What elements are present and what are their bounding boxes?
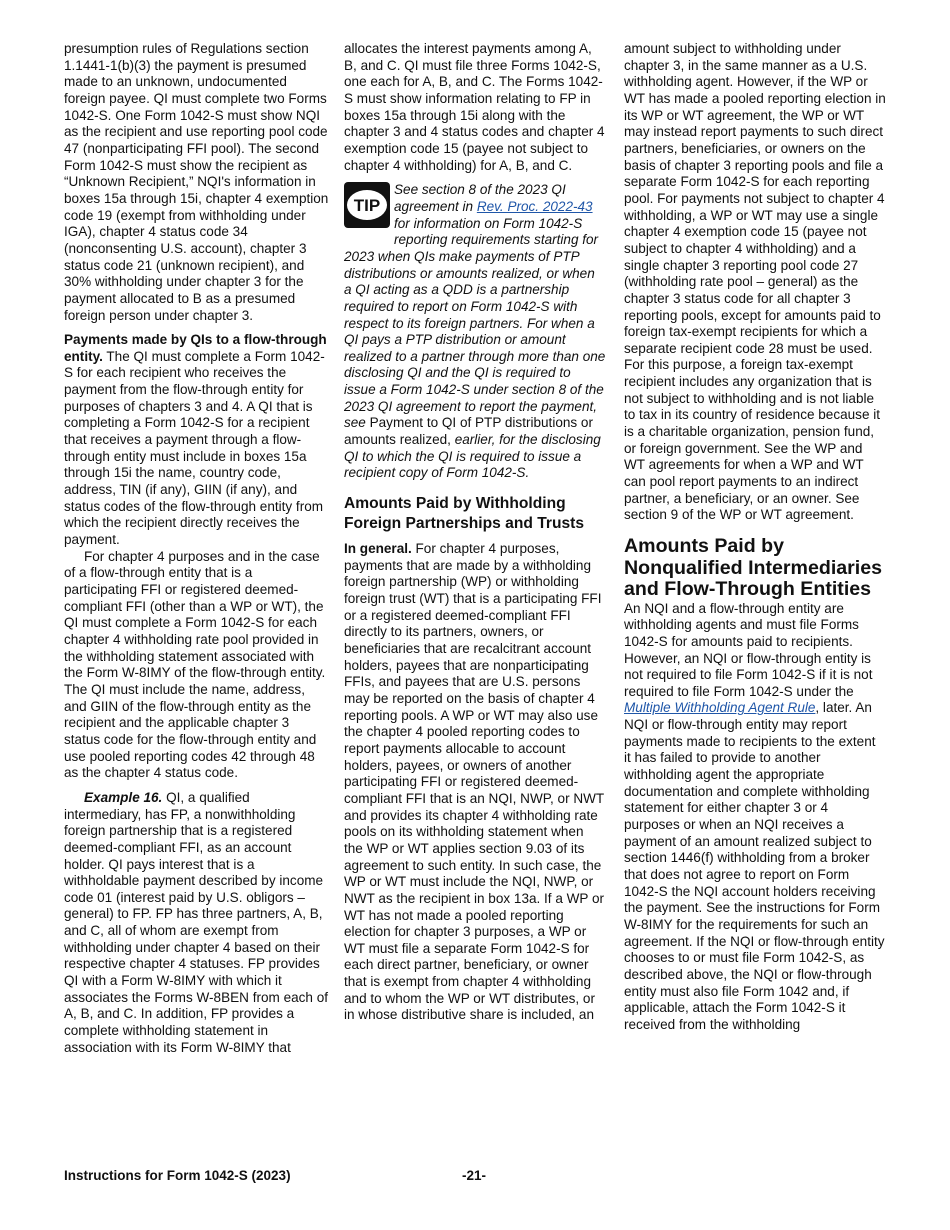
tip-reference: Payment to QI of PTP distributions or amounts realized, xyxy=(344,415,593,448)
section-heading-nonqualified-intermediaries: Amounts Paid by Nonqualified Intermediaries and Flow-Through Entities xyxy=(624,535,883,601)
tip-label: TIP xyxy=(353,196,381,216)
paragraph-chapter-4-purposes: For chapter 4 purposes and in the case of a flow-through entity that is a participating FFI or registered deemed-compliant FFI (other than a WP or WT), the QI must complete a Form 1042-S for each chapter 4 withholding rate pool provided in the withholding statement associated with the Form W-8IMY of the flow-through entity. The QI must include the name, address, and GIIN of the flow-through entity as the recipient and the applicable chapter 3 status code for the flow-through entity and use pooled reporting codes 42 through 48 as the chapter 4 status code. xyxy=(64,548,326,781)
paragraph-allocates-interest: allocates the interest payments among A, B, and C. QI must file three Forms 1042-S, one each for A, B, and C. The Forms 1042-S must show information relating to FP in boxes 15a through 15i along with the chapter 3 and 4 status codes and chapter 4 exemption code 15 (payee not subject to chapter 4 withholding) for A, B, and C. xyxy=(344,41,605,173)
rev-proc-link[interactable]: Rev. Proc. 2022-43 xyxy=(476,198,593,214)
tip-box xyxy=(344,182,606,482)
runin-heading-payments-flow-through: Payments made by QIs to a flow-through entity. xyxy=(64,332,327,364)
paragraph-text: An NQI and a flow-through entity are withholding agents and must file Forms 1042-S for amounts paid to recipients. However, an NQI or flow-through entity is not required to file Form 1042-S if it is not required to file Form 1042-S under the xyxy=(624,600,873,699)
paragraph-example-16 xyxy=(64,790,329,1057)
tip-text-part: for information on Form 1042-S reporting requirements starting for 2023 when QIs make payments of PTP distributions or amounts realized, or when a QI acting as a QDD is a partnership required to report on Form 1042-S with respect to its foreign partners. For when a QI pays a PTP distribution or amount realized to a partner through more than one disclosing QI and the QI is required to issue a Form 1042-S under section 8 of the 2023 QI agreement to report the payment, see xyxy=(344,215,606,431)
page-number: -21- xyxy=(462,1168,487,1183)
tip-icon xyxy=(344,182,390,228)
multiple-withholding-agent-rule-link[interactable]: Multiple Withholding Agent Rule xyxy=(624,700,816,716)
example-label: Example 16. xyxy=(84,789,163,805)
column-1 xyxy=(64,41,329,1056)
tip-text-part: See section 8 of the 2023 QI agreement in xyxy=(394,182,566,214)
column-2 xyxy=(344,41,606,1024)
paragraph-payments-flow-through xyxy=(64,332,329,549)
runin-heading-in-general: In general. xyxy=(344,541,412,557)
paragraph-nqi-flow-through xyxy=(624,601,886,1034)
paragraph-in-general xyxy=(344,541,606,1024)
tip-text-part: earlier, for the disclosing QI to which the QI is required to issue a recipient copy of Form 1042-S. xyxy=(344,432,601,481)
column-3 xyxy=(624,41,886,1034)
footer-form-title: Instructions for Form 1042-S (2023) xyxy=(64,1168,291,1183)
paragraph-amount-subject: amount subject to withholding under chapter 3, in the same manner as a U.S. withholding agent. However, if the WP or WT has made a pooled reporting election in its WP or WT agreement, the WP or WT may instead report payments to such direct partners, beneficiaries, or owners on the basis of chapter 3 reporting pools and file a separate Form 1042-S for each reporting pool. For payments not subject to chapter 4 withholding, a WP or WT may use a single chapter 4 exemption code 15 (payee not subject to chapter 4 withholding) and a single chapter 3 reporting pool code 27 (withholding rate pool – general) as the chapter 3 status code for all chapter 3 reporting pools, except for amounts paid to foreign tax-exempt recipients for which a separate recipient code 28 must be used. For this purpose, a foreign tax-exempt recipient includes any organization that is not subject to withholding and is not liable to tax in its country of residence because it is a charitable organization, pension fund, or foreign government. See the WP and WT agreements for when a WP and WT can pool report payments to an indirect partner, a beneficiary, or an owner. See section 9 of the WP or WT agreement. xyxy=(624,41,886,523)
paragraph-text: The QI must complete a Form 1042-S for each recipient who receives the payment from the flow-through entity for purposes of chapters 3 and 4. A QI that is completing a Form 1042-S for a recipient that receives a payment through a flow-through entity must include in boxes 15a through 15i the name, country code, address, TIN (if any), GIIN (if any), and status codes of the flow-through entity from which the recipient directly receives the payment. xyxy=(64,348,325,548)
paragraph-text: For chapter 4 purposes, payments that are made by a withholding foreign partnership (WP) or withholding foreign trust (WT) that is a participating FFI or a registered deemed-compliant FFI directly to its partners, owners, or beneficiaries that are recalcitrant account holders, payees that are nonparticipating FFIs, and payees that are U.S. persons may be reported on the basis of chapter 4 reporting pools. A WP or WT may also use the chapter 4 pooled reporting codes to report payments allocable to account holders, payees, or owners of another participating FFI or registered deemed-compliant FFI that is an NQI, NWP, or NWT and provides its chapter 4 withholding rate pools on its withholding statement when the WP or WT applies section 9.03 of its agreement to such entity. In such case, the WP or WT must include the NQI, NWP, or NWT as the recipient in box 13a. If a WP or WT has not made a pooled reporting election for chapter 3 purposes, a WP or WT must file a separate Form 1042-S for each direct partner, beneficiary, or owner that is exempt from chapter 4 withholding and to whom the WP or WT distributes, or in whose distributive share is included, an xyxy=(344,541,605,1023)
paragraph-text: , later. An NQI or flow-through entity may report payments made to recipients to the extent it has failed to provide to another withholding agent the appropriate documentation and complete withholding statement for either chapter 3 or 4 purposes or when an NQI receives a payment of an amount realized subject to section 1446(f) withholding from a broker that does not agree to report on Form 1042-S the NQI account holders receiving the payment. See the instructions for Form W-8IMY for the requirements for such an agreement. If the NQI or flow-through entity chooses to or must file Form 1042-S, as described above, the NQI or flow-through entity must also file Form 1042 and, if applicable, attach the Form 1042-S it received from the withholding xyxy=(624,700,885,1032)
paragraph-text: QI, a qualified intermediary, has FP, a nonwithholding foreign partnership that is a registered deemed-compliant FFI, as an account holder. QI pays interest that is a withholdable payment described by income code 01 (interest paid by U.S. obligors – general) to FP. FP has three partners, A, B, and C, all of whom are exempt from withholding under chapter 4 based on their respective chapter 4 statuses. FP provides QI with a Form W-8IMY with which it associates the Forms W-8BEN from each of A, B, and C. In addition, FP provides a complete withholding statement in association with its Form W-8IMY that xyxy=(64,789,329,1055)
section-heading-withholding-foreign-partnerships: Amounts Paid by Withholding Foreign Partnerships and Trusts xyxy=(344,495,585,533)
paragraph-presumption-rules: presumption rules of Regulations section 1.1441-1(b)(3) the payment is presumed made to an unknown, undocumented foreign payee. QI must complete two Forms 1042-S. One Form 1042-S must show NQI as the recipient and use reporting pool code 47 (nonparticipating FFI pool). The second Form 1042-S must show the recipient as “Unknown Recipient,” NQI's information in boxes 15a through 15i, chapter 4 exemption code 19 (exempt from withholding under IGA), chapter 4 status code 34 (nonconsenting U.S. account), chapter 3 status code 21 (unknown recipient), and 30% withholding under chapter 3 for the payment allocated to B as a presumed foreign person under chapter 3. xyxy=(64,41,329,323)
